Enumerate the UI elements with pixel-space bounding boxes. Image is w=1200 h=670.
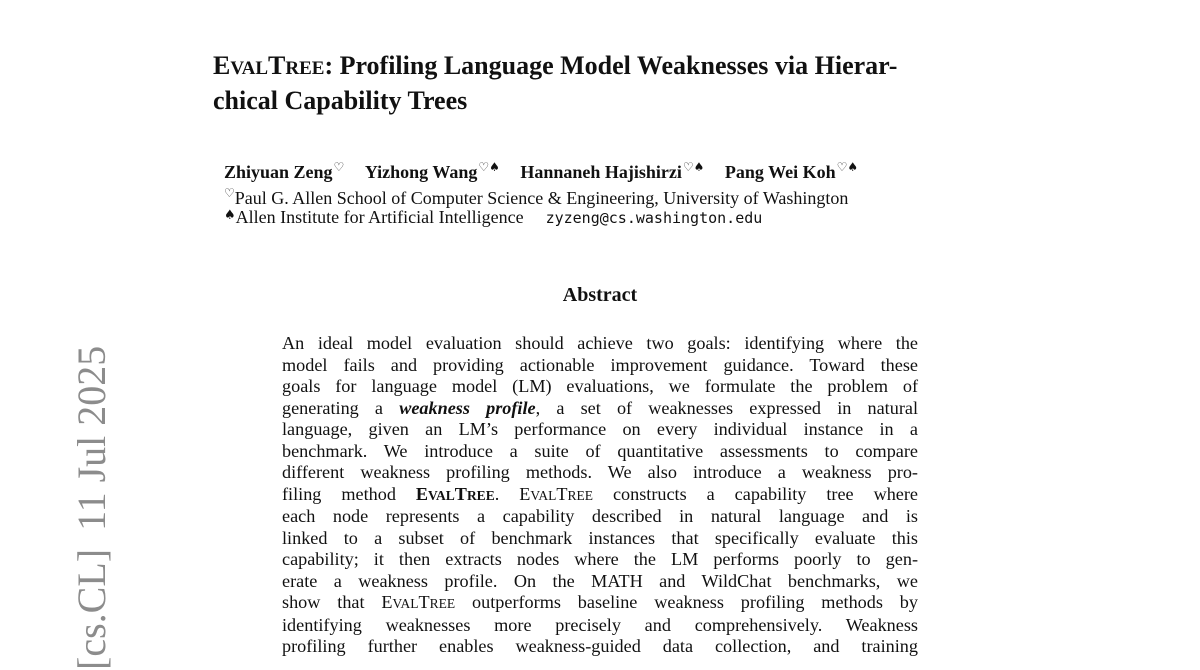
author-list <box>224 155 874 184</box>
abstract-line: language, given an LM’s performance on every individual instance in a <box>282 419 918 439</box>
abstract-line: model fails and providing actionable improvement guidance. Toward these <box>282 354 918 375</box>
abstract-line: different weakness profiling methods. We also introduce a weakness pro- <box>282 462 918 482</box>
abstract-line: filing method EVALTREE. EVALTREE constructs a capability tree where <box>282 483 919 504</box>
evaltree-name: EVALTREE <box>519 483 593 504</box>
arxiv-category: [cs.CL] <box>69 548 114 670</box>
abstract-line: each node represents a capability described in natural language and is <box>282 506 918 526</box>
affiliation-uw: ♡Paul G. Allen School of Computer Science & Engineering, University of Washington <box>224 186 849 208</box>
author: Zhiyuan Zeng♡ <box>224 160 345 182</box>
title-line-2: chical Capability Trees <box>213 86 468 115</box>
abstract-line: An ideal model evaluation should achieve two goals: identifying where the <box>282 333 918 353</box>
abstract-line: goals for language model (LM) evaluations, we formulate the problem of <box>282 376 918 396</box>
abstract-heading: Abstract <box>562 284 638 306</box>
arxiv-date: 11 Jul 2025 <box>69 345 114 531</box>
author-email: zyzeng@cs.washington.edu <box>545 209 763 227</box>
weakness-profile-term: weakness profile <box>399 397 536 418</box>
affiliation-ai2: ♠Allen Institute for Artificial Intelligence zyzeng@cs.washington.edu <box>224 207 763 227</box>
evaltree-name: EVALTREE <box>381 592 456 612</box>
abstract-line: benchmark. We introduce a suite of quantitative assessments to compare <box>282 440 918 461</box>
spade-mark-icon: ♠ <box>224 208 236 223</box>
heart-mark-icon: ♡ <box>224 186 235 200</box>
author: Pang Wei Koh♡♠ <box>724 160 859 182</box>
paper-title <box>213 50 1013 117</box>
abstract-line: linked to a subset of benchmark instances that specifically evaluate this <box>282 527 918 548</box>
evaltree-name-bold: EVALTREE <box>415 483 495 504</box>
author: Yizhong Wang♡♠ <box>364 160 500 182</box>
title-line-1: EVALTREE: Profiling Language Model Weaknesses via Hierar- <box>213 51 898 80</box>
arxiv-side-stamp <box>22 340 114 670</box>
abstract-line: capability; it then extracts nodes where the LM performs poorly to gen- <box>282 549 918 569</box>
abstract-line: identifying weaknesses more precisely and comprehensively. Weakness <box>282 614 918 635</box>
abstract-body <box>282 333 918 658</box>
abstract-line: show that EVALTREE outperforms baseline weakness profiling methods by <box>282 592 918 612</box>
abstract-line: generating a weakness profile, a set of weaknesses expressed in natural <box>282 397 919 418</box>
arxiv-stamp-text <box>68 346 115 670</box>
abstract-line: profiling further enables weakness-guided data collection, and training <box>282 636 918 656</box>
abstract-line: erate a weakness profile. On the MATH and WildChat benchmarks, we <box>282 570 918 591</box>
author: Hannaneh Hajishirzi♡♠ <box>520 160 705 182</box>
